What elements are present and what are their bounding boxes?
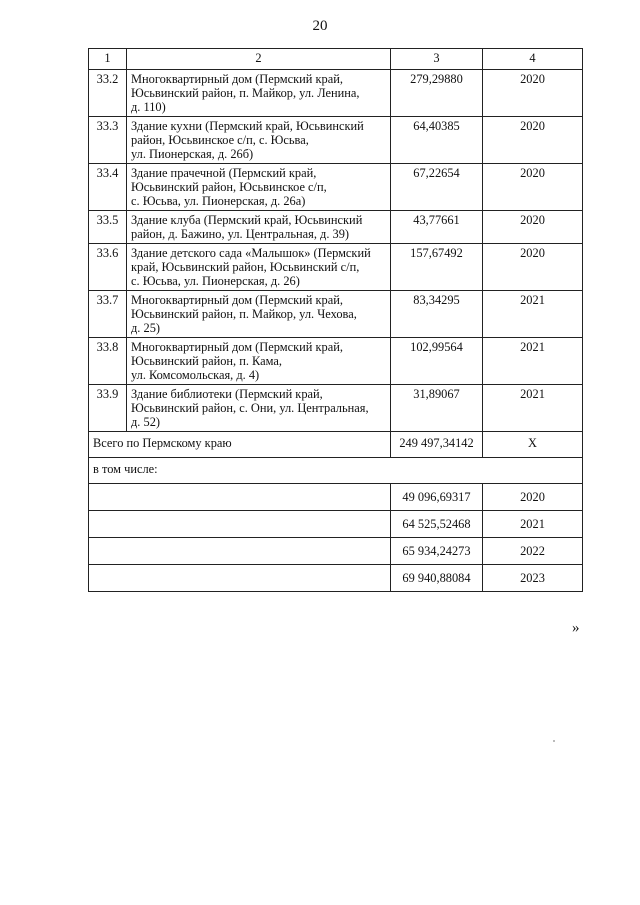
total-mark: X bbox=[483, 432, 583, 458]
object-name bbox=[127, 385, 391, 432]
header-cell: 2 bbox=[127, 49, 391, 70]
year-cell: 2020 bbox=[483, 211, 583, 244]
name-line: Многоквартирный дом (Пермский край, bbox=[131, 72, 343, 86]
breakdown-amount: 64 525,52468 bbox=[391, 511, 483, 538]
table-header-row bbox=[89, 49, 583, 70]
year-cell: 2020 bbox=[483, 244, 583, 291]
amount-cell: 43,77661 bbox=[391, 211, 483, 244]
header-cell: 1 bbox=[89, 49, 127, 70]
year-cell: 2021 bbox=[483, 385, 583, 432]
amount-cell: 83,34295 bbox=[391, 291, 483, 338]
year-cell: 2021 bbox=[483, 291, 583, 338]
name-line: Здание кухни (Пермский край, Юсьвинский bbox=[131, 119, 364, 133]
breakdown-row bbox=[89, 511, 583, 538]
table-row bbox=[89, 211, 583, 244]
row-number: 33.3 bbox=[89, 117, 127, 164]
name-line: ул. Пионерская, д. 26б) bbox=[131, 147, 254, 161]
name-line: Юсьвинский район, Юсьвинское с/п, bbox=[131, 180, 327, 194]
object-name bbox=[127, 211, 391, 244]
year-cell: 2021 bbox=[483, 338, 583, 385]
name-line: д. 110) bbox=[131, 100, 166, 114]
row-number: 33.6 bbox=[89, 244, 127, 291]
year-cell: 2020 bbox=[483, 117, 583, 164]
table-row bbox=[89, 164, 583, 211]
breakdown-row bbox=[89, 484, 583, 511]
table-row bbox=[89, 338, 583, 385]
name-line: Юсьвинский район, п. Майкор, ул. Ленина, bbox=[131, 86, 360, 100]
empty-cell bbox=[89, 511, 391, 538]
closing-quote: » bbox=[572, 620, 580, 636]
breakdown-year: 2020 bbox=[483, 484, 583, 511]
object-name bbox=[127, 70, 391, 117]
empty-cell bbox=[89, 565, 391, 592]
breakdown-row bbox=[89, 565, 583, 592]
table-row bbox=[89, 244, 583, 291]
breakdown-year: 2021 bbox=[483, 511, 583, 538]
breakdown-amount: 69 940,88084 bbox=[391, 565, 483, 592]
table-row bbox=[89, 70, 583, 117]
name-line: с. Юсьва, ул. Пионерская, д. 26) bbox=[131, 274, 300, 288]
breakdown-year: 2022 bbox=[483, 538, 583, 565]
empty-cell bbox=[89, 484, 391, 511]
name-line: Юсьвинский район, с. Они, ул. Центральная, bbox=[131, 401, 369, 415]
row-number: 33.7 bbox=[89, 291, 127, 338]
name-line: край, Юсьвинский район, Юсьвинский с/п, bbox=[131, 260, 360, 274]
breakdown-amount: 65 934,24273 bbox=[391, 538, 483, 565]
name-line: Здание детского сада «Малышок» (Пермский bbox=[131, 246, 371, 260]
name-line: район, д. Бажино, ул. Центральная, д. 39) bbox=[131, 227, 350, 241]
row-number: 33.8 bbox=[89, 338, 127, 385]
amount-cell: 102,99564 bbox=[391, 338, 483, 385]
including-row bbox=[89, 458, 583, 484]
name-line: район, Юсьвинское с/п, с. Юсьва, bbox=[131, 133, 309, 147]
year-cell: 2020 bbox=[483, 70, 583, 117]
name-line: с. Юсьва, ул. Пионерская, д. 26а) bbox=[131, 194, 306, 208]
name-line: Многоквартирный дом (Пермский край, bbox=[131, 340, 343, 354]
name-line: Многоквартирный дом (Пермский край, bbox=[131, 293, 343, 307]
total-amount: 249 497,34142 bbox=[391, 432, 483, 458]
table-row bbox=[89, 117, 583, 164]
header-cell: 3 bbox=[391, 49, 483, 70]
total-label: Всего по Пермскому краю bbox=[89, 432, 391, 458]
name-line: Юсьвинский район, п. Майкор, ул. Чехова, bbox=[131, 307, 357, 321]
object-name bbox=[127, 117, 391, 164]
including-label: в том числе: bbox=[89, 458, 583, 484]
name-line: Здание библиотеки (Пермский край, bbox=[131, 387, 323, 401]
object-name bbox=[127, 164, 391, 211]
scan-speck bbox=[553, 740, 555, 742]
amount-cell: 64,40385 bbox=[391, 117, 483, 164]
name-line: д. 52) bbox=[131, 415, 161, 429]
amount-cell: 31,89067 bbox=[391, 385, 483, 432]
row-number: 33.9 bbox=[89, 385, 127, 432]
object-name bbox=[127, 291, 391, 338]
name-line: Здание прачечной (Пермский край, bbox=[131, 166, 317, 180]
row-number: 33.2 bbox=[89, 70, 127, 117]
breakdown-amount: 49 096,69317 bbox=[391, 484, 483, 511]
amount-cell: 67,22654 bbox=[391, 164, 483, 211]
name-line: д. 25) bbox=[131, 321, 161, 335]
name-line: Здание клуба (Пермский край, Юсьвинский bbox=[131, 213, 363, 227]
amount-cell: 279,29880 bbox=[391, 70, 483, 117]
header-cell: 4 bbox=[483, 49, 583, 70]
total-row bbox=[89, 432, 583, 458]
breakdown-year: 2023 bbox=[483, 565, 583, 592]
name-line: Юсьвинский район, п. Кама, bbox=[131, 354, 283, 368]
name-line: ул. Комсомольская, д. 4) bbox=[131, 368, 260, 382]
object-name bbox=[127, 338, 391, 385]
row-number: 33.5 bbox=[89, 211, 127, 244]
data-table bbox=[88, 48, 583, 592]
page-number: 20 bbox=[312, 18, 328, 34]
empty-cell bbox=[89, 538, 391, 565]
table-row bbox=[89, 385, 583, 432]
breakdown-row bbox=[89, 538, 583, 565]
amount-cell: 157,67492 bbox=[391, 244, 483, 291]
year-cell: 2020 bbox=[483, 164, 583, 211]
object-name bbox=[127, 244, 391, 291]
row-number: 33.4 bbox=[89, 164, 127, 211]
table-row bbox=[89, 291, 583, 338]
